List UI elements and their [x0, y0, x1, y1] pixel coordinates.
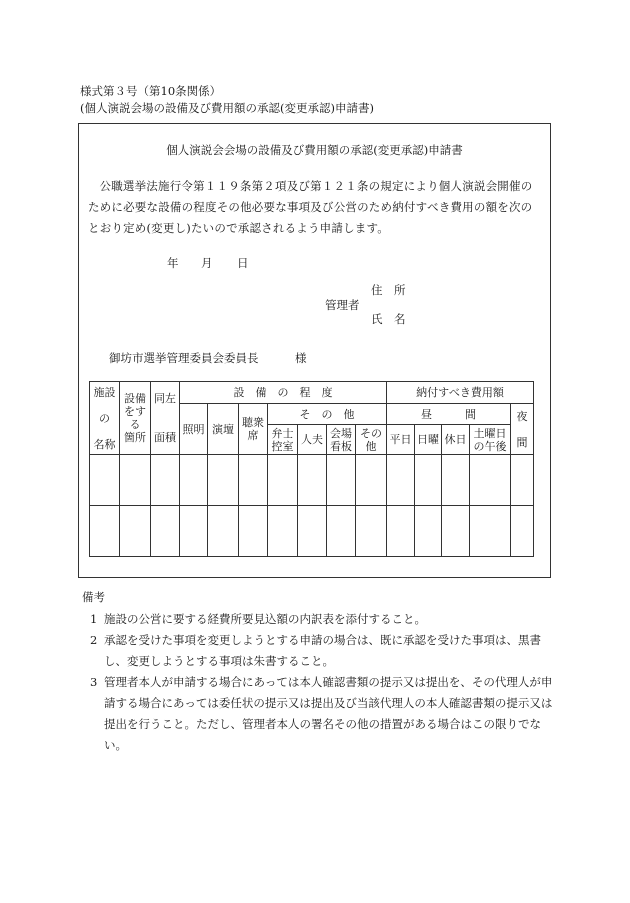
header-sunday: 日曜: [415, 425, 442, 455]
header-night: 夜 間: [511, 404, 534, 455]
header-lighting: 照明: [180, 404, 208, 455]
note-item: [82, 672, 562, 756]
table-cell[interactable]: [90, 506, 120, 557]
note-text: 承認を受けた事項を変更しようとする申請の場合は、既に承認を受けた事項は、黒書し、変更しようとする事項は朱書すること。: [104, 633, 541, 668]
note-text: 管理者本人が申請する場合にあっては本人確認書類の提示又は提出を、その代理人が申請する場合にあっては委任状の提示又は提出及び当該代理人の本人確認書類の提示又は提出を行うこと。ただし、管理者本人の署名その他の措置がある場合はこの限りでない。: [104, 675, 553, 752]
note-number: 1: [90, 612, 98, 626]
header-fees-due: 納付すべき費用額: [387, 382, 534, 404]
table-cell[interactable]: [208, 455, 239, 506]
table-cell[interactable]: [180, 506, 208, 557]
form-subtitle: (個人演説会場の設備及び費用額の承認(変更承認)申請書): [80, 101, 374, 115]
table-cell[interactable]: [298, 506, 327, 557]
table-cell[interactable]: [268, 455, 298, 506]
application-statement: 公職選挙法施行令第１１９条第２項及び第１２１条の規定により個人演説会開催のために必要な設備の程度その他必要な事項及び公営のため納付すべき費用の額を次のとおり定め(変更し)たいので承認されるよう申請します。: [88, 179, 533, 235]
table-cell[interactable]: [327, 455, 356, 506]
table-cell[interactable]: [442, 455, 470, 506]
header-other-misc: その他: [356, 425, 387, 455]
equipment-fee-table: [89, 381, 534, 557]
table-cell[interactable]: [298, 455, 327, 506]
table-cell[interactable]: [356, 455, 387, 506]
table-cell[interactable]: [442, 506, 470, 557]
note-text: 施設の公営に要する経費所要見込額の内訳表を添付すること。: [104, 612, 426, 626]
header-venue-signboard: 会場看板: [327, 425, 356, 455]
form-title: 個人演説会会場の設備及び費用額の承認(変更承認)申請書: [166, 143, 463, 157]
table-cell[interactable]: [90, 455, 120, 506]
table-cell[interactable]: [208, 506, 239, 557]
header-other-group: そ の 他: [268, 404, 387, 425]
form-number: 様式第３号（第10条関係）: [80, 84, 222, 98]
note-item: [82, 630, 562, 672]
table-cell[interactable]: [151, 455, 180, 506]
table-cell[interactable]: [120, 506, 151, 557]
table-cell[interactable]: [239, 455, 268, 506]
table-cell[interactable]: [511, 506, 534, 557]
table-cell[interactable]: [387, 455, 415, 506]
date-month: 月: [201, 256, 213, 270]
table-cell[interactable]: [151, 506, 180, 557]
table-row: [90, 455, 534, 506]
table-cell[interactable]: [415, 455, 442, 506]
table-cell[interactable]: [356, 506, 387, 557]
header-audience-seats: 聴衆席: [239, 404, 268, 455]
applicant-address-label: 住 所: [371, 283, 406, 297]
date-day: 日: [237, 256, 249, 270]
table-cell[interactable]: [470, 455, 511, 506]
applicant-role: 管理者: [325, 298, 360, 312]
header-area: 同左 面積: [151, 382, 180, 455]
note-number: 3: [90, 675, 98, 689]
table-cell[interactable]: [470, 506, 511, 557]
table-cell[interactable]: [180, 455, 208, 506]
header-saturday-afternoon: 土曜日の午後: [470, 425, 511, 455]
header-equipment-location: 設備 をする 箇所: [120, 382, 151, 455]
header-facility-name: 施設 の 名称: [90, 382, 120, 455]
table-cell[interactable]: [327, 506, 356, 557]
table-cell[interactable]: [511, 455, 534, 506]
header-speaker-waiting-room: 弁士控室: [268, 425, 298, 455]
table-cell[interactable]: [387, 506, 415, 557]
header-stage: 演壇: [208, 404, 239, 455]
application-form: [78, 123, 551, 578]
table-cell[interactable]: [120, 455, 151, 506]
honorific: 様: [295, 351, 307, 365]
header-daytime: 昼 間: [387, 404, 511, 425]
header-equipment-level: 設 備 の 程 度: [180, 382, 387, 404]
header-weekday: 平日: [387, 425, 415, 455]
table-cell[interactable]: [415, 506, 442, 557]
notes-section: [82, 587, 562, 756]
table-cell[interactable]: [268, 506, 298, 557]
addressee: 御坊市選挙管理委員会委員長: [109, 351, 259, 365]
note-item: [82, 609, 562, 630]
header-holiday: 休日: [442, 425, 470, 455]
applicant-name-label: 氏 名: [371, 312, 406, 326]
note-number: 2: [90, 633, 98, 647]
notes-heading: 備考: [82, 590, 105, 604]
header-staff: 人夫: [298, 425, 327, 455]
table-cell[interactable]: [239, 506, 268, 557]
table-row: [90, 506, 534, 557]
date-year: 年: [167, 256, 179, 270]
